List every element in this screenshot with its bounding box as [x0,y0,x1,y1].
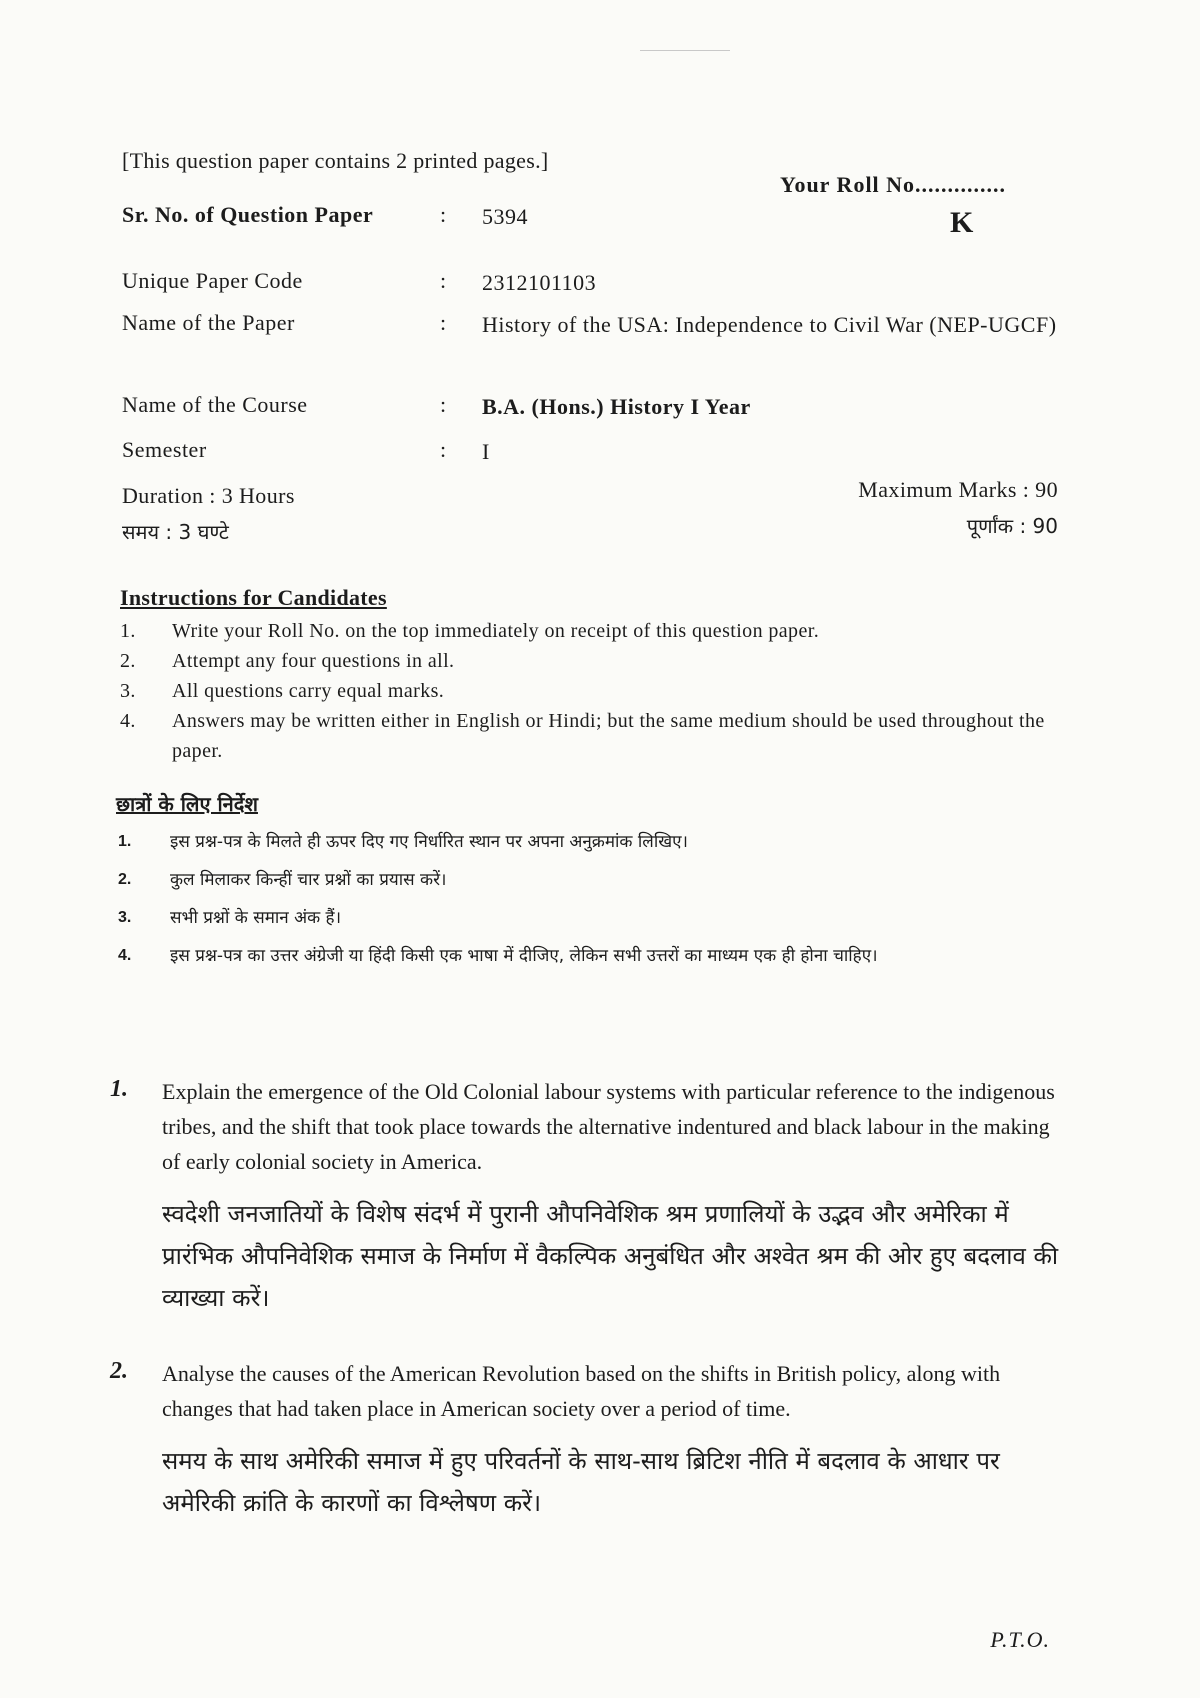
instruction-text-hindi: सभी प्रश्नों के समान अंक हैं। [170,908,342,928]
instruction-number: 4. [120,710,136,732]
meta-colon: : [440,310,447,335]
scan-artifact-line [640,50,730,51]
instruction-text: Attempt any four questions in all. [172,650,455,672]
meta-value: 2312101103 [482,270,597,295]
meta-label: Semester [122,437,207,462]
instruction-text: All questions carry equal marks. [172,680,445,702]
max-marks-hi: पूर्णांक : 90 [966,514,1058,538]
page-turn-over: P.T.O. [990,1627,1050,1652]
question-body-en: Analyse the causes of the American Revolution based on the shifts in British policy, along with changes that had taken place in American society over a period of time. [162,1361,1001,1421]
instruction-item [120,706,1060,766]
instruction-item-hindi [118,902,1063,934]
instructions-list-hindi [118,826,1063,978]
instruction-item-hindi [118,864,1063,896]
meta-colon: : [440,202,447,227]
question-text-en [110,1074,1060,1179]
instruction-number: 4. [118,947,132,964]
meta-value: History of the USA: Independence to Civil War (NEP-UGCF) [482,312,1057,337]
instruction-item-hindi [118,940,1063,972]
instruction-number: 3. [120,680,136,702]
meta-colon: : [440,437,447,462]
roll-number-field: Your Roll No.............. [780,172,1007,197]
instruction-number: 2. [118,871,132,888]
meta-label: Sr. No. of Question Paper [122,202,374,227]
instruction-number: 1. [120,620,136,642]
instruction-text-hindi: कुल मिलाकर किन्हीं चार प्रश्नों का प्रयास करें। [170,870,447,890]
instruction-text-hindi: इस प्रश्न-पत्र के मिलते ही ऊपर दिए गए निर्धारित स्थान पर अपना अनुक्रमांक लिखिए। [170,832,688,852]
instruction-text-hindi: इस प्रश्न-पत्र का उत्तर अंग्रेजी या हिंदी किसी एक भाषा में दीजिए, लेकिन सभी उत्तरों का माध्यम एक ही होना चाहिए। [170,946,878,966]
meta-label: Unique Paper Code [122,268,303,293]
meta-value: I [482,439,490,464]
meta-label: Name of the Course [122,392,308,417]
meta-colon: : [440,392,447,417]
question-body-hi: समय के साथ अमेरिकी समाज में हुए परिवर्तनों के साथ-साथ ब्रिटिश नीति में बदलाव के आधार पर अमेरिकी क्रांति के कारणों का विश्लेषण करें। [162,1447,1000,1517]
meta-value: 5394 [482,204,528,229]
meta-colon: : [440,268,447,293]
instruction-number: 1. [118,833,132,850]
question-text-en [110,1356,1060,1426]
instruction-item-hindi [118,826,1063,858]
question-2 [110,1356,1060,1524]
instruction-number: 3. [118,909,132,926]
question-body-en: Explain the emergence of the Old Colonial labour systems with particular reference to the indigenous tribes, and the shift that took place towards the alternative indentured and black labour in the making of early colonial society in America. [162,1079,1055,1174]
meta-label: Name of the Paper [122,310,295,335]
instructions-list [120,616,1060,766]
instruction-text: Write your Roll No. on the top immediately on receipt of this question paper. [172,620,820,642]
max-marks-en: Maximum Marks : 90 [858,477,1058,502]
duration-hi: समय : 3 घण्टे [122,520,229,544]
instruction-text: Answers may be written either in English or Hindi; but the same medium should be used throughout the paper. [172,710,1045,762]
instructions-heading-hindi: छात्रों के लिए निर्देश [116,792,258,816]
question-number: 2. [110,1358,128,1384]
duration-en: Duration : 3 Hours [122,483,295,508]
pages-note: [This question paper contains 2 printed pages.] [122,148,549,173]
question-body-hi: स्वदेशी जनजातियों के विशेष संदर्भ में पुरानी औपनिवेशिक श्रम प्रणालियों के उद्भव और अमेरिका में प्रारंभिक औपनिवेशिक समाज के निर्माण में वैकल्पिक अनुबंधित और अश्वेत श्रम की ओर हुए बदलाव की व्याख्या करें। [162,1200,1059,1312]
meta-value: B.A. (Hons.) History I Year [482,394,751,419]
set-code: K [950,206,974,239]
instruction-item [120,676,1060,706]
instruction-item [120,616,1060,646]
instruction-item [120,646,1060,676]
question-number: 1. [110,1076,128,1102]
instruction-number: 2. [120,650,136,672]
instructions-heading: Instructions for Candidates [120,585,387,610]
question-1 [110,1074,1060,1319]
